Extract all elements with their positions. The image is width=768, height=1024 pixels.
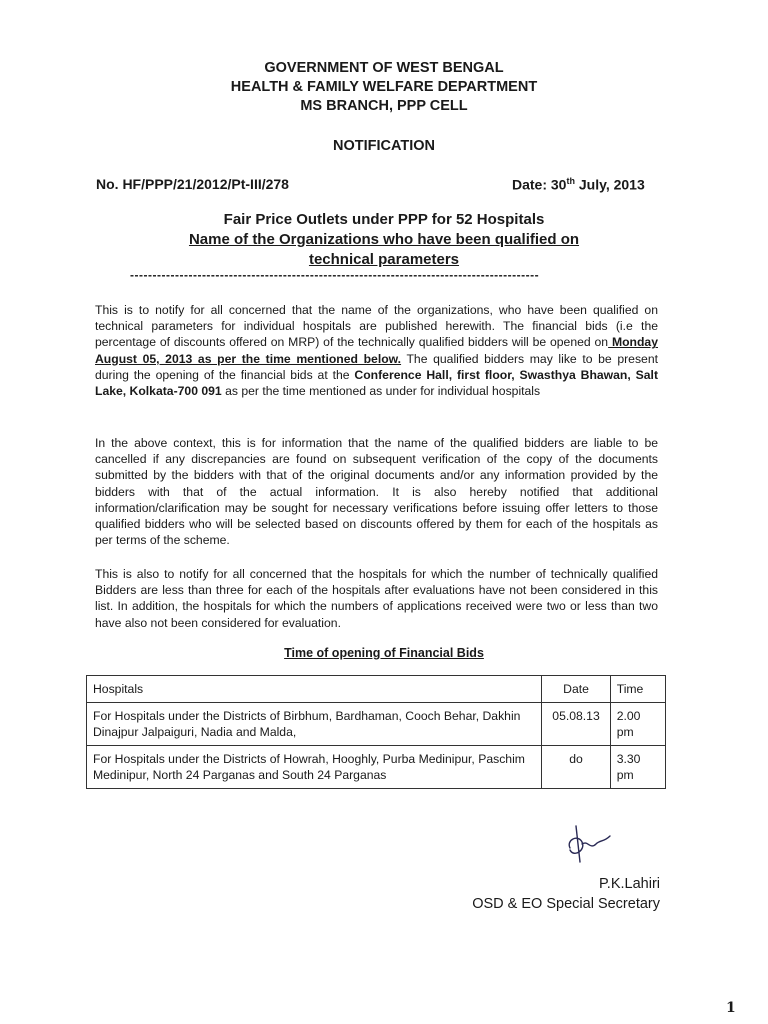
row-date: do: [542, 746, 610, 789]
document-type: NOTIFICATION: [332, 138, 436, 154]
row-date: 05.08.13: [542, 703, 610, 746]
signature-mark: [560, 820, 620, 865]
header-department: HEALTH & FAMILY WELFARE DEPARTMENT: [230, 79, 538, 95]
para1-text-c: The qualified bidders may like to be present during the opening of the financial bids at the: [95, 351, 658, 382]
para1-text-a: This is to notify for all concerned that the name of the organizations, who have been qualified on technical parameters for individual hospitals are published herewith. The financial bids (i.e the percentage of discounts offered on MRP) of the technically qualified bidders will be opened on: [95, 303, 658, 350]
header-time: Time: [610, 676, 665, 703]
paragraph-1: [95, 302, 658, 399]
row-hospitals: For Hospitals under the Districts of Howrah, Hooghly, Purba Medinipur, Paschim Medinipur, North 24 Parganas and South 24 Parganas: [87, 746, 542, 789]
table-row: [87, 703, 666, 746]
header-hospitals: Hospitals: [87, 676, 542, 703]
table-row: [87, 746, 666, 789]
para1-opening-date: Monday August 05, 2013 as per the time mentioned below.: [95, 335, 658, 366]
title-line-2: Name of the Organizations who have been qualified on: [188, 231, 580, 248]
para1-text-e: as per the time mentioned as under for individual hospitals: [221, 384, 541, 399]
title-line-1: Fair Price Outlets under PPP for 52 Hospitals: [223, 211, 545, 228]
row-time: 3.30 pm: [610, 746, 665, 789]
date-prefix: Date: 30: [512, 176, 567, 193]
header-branch: MS BRANCH, PPP CELL: [300, 98, 468, 114]
header-date: Date: [542, 676, 610, 703]
signatory-name: P.K.Lahiri: [599, 876, 660, 892]
notification-date: [512, 176, 645, 193]
bid-schedule-table: [86, 675, 666, 789]
row-hospitals: For Hospitals under the Districts of Birbhum, Bardhaman, Cooch Behar, Dakhin Dinajpur Jalpaiguri, Nadia and Malda,: [87, 703, 542, 746]
date-suffix: July, 2013: [574, 176, 645, 193]
row-time: 2.00 pm: [610, 703, 665, 746]
reference-number: No. HF/PPP/21/2012/Pt-III/278: [96, 176, 289, 192]
paragraph-2: In the above context, this is for information that the name of the qualified bidders are liable to be cancelled if any discrepancies are found on subsequent verification of the copy of the documents submitted by the bidders with that of the original documents and/or any information provided by the bidders with that of the actual information. It is also hereby notified that additional information/clarification may be sought for necessary verifications before issuing offer letters to those qualified bidders who will be selected based on discounts offered by them for each of the hospitals as per terms of the scheme.: [95, 436, 658, 548]
paragraph-3: This is also to notify for all concerned that the hospitals for which the number of technically qualified Bidders are less than three for each of the hospitals after evaluations have not been considered in this list. In addition, the hospitals for which the numbers of applications received were two or less than two have also not been considered for evaluation.: [95, 567, 658, 630]
table-caption: Time of opening of Financial Bids: [284, 646, 484, 660]
dashed-separator: -------------------------------------------------------------------------------------------: [130, 268, 540, 282]
signatory-designation: OSD & EO Special Secretary: [472, 896, 660, 912]
para1-venue: Conference Hall, first floor, Swasthya Bhawan, Salt Lake, Kolkata-700 091: [95, 367, 658, 399]
title-line-3: technical parameters: [308, 251, 460, 268]
table-header-row: [87, 676, 666, 703]
date-superscript: th: [566, 176, 575, 186]
page-number: 1: [726, 1000, 736, 1016]
header-government: GOVERNMENT OF WEST BENGAL: [264, 60, 504, 76]
